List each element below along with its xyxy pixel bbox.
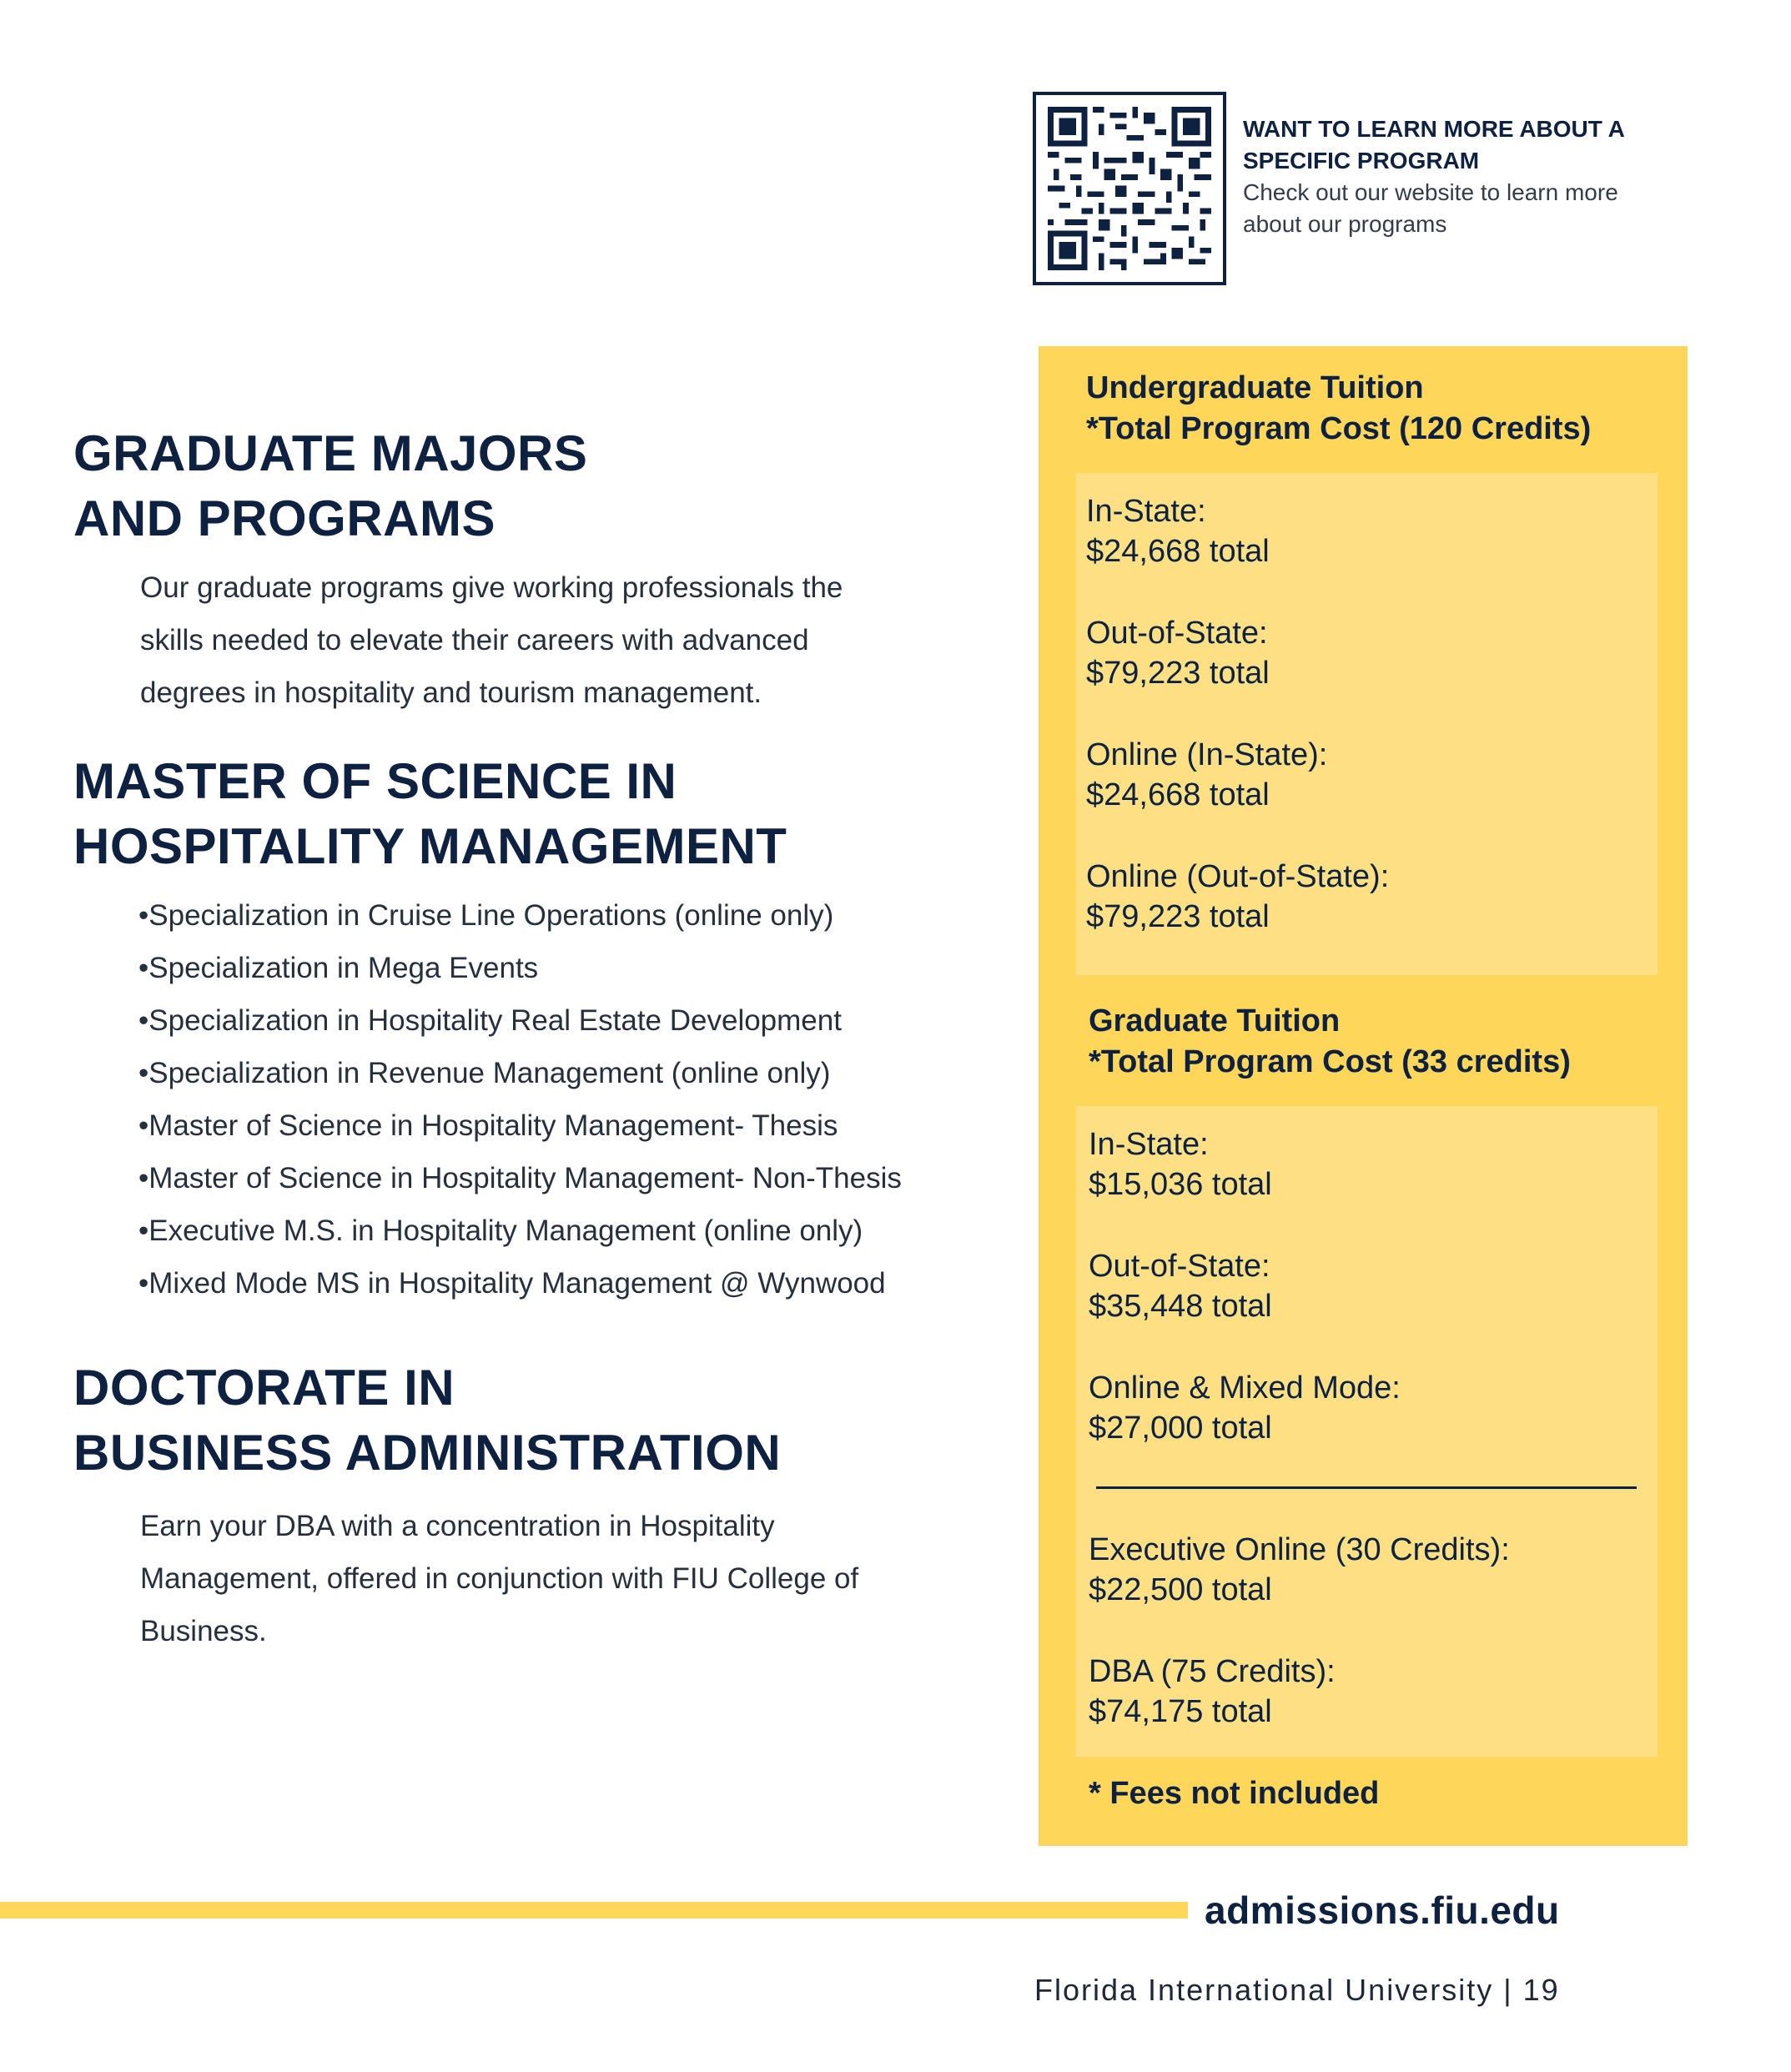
tuition-value: $79,223 total — [1086, 656, 1270, 691]
tuition-row — [1089, 1530, 1510, 1610]
qr-code[interactable] — [1033, 92, 1226, 285]
qr-heading-line2: SPECIFIC PROGRAM — [1243, 148, 1480, 174]
tuition-divider — [1096, 1486, 1637, 1489]
tuition-label: Out-of-State: — [1089, 1249, 1270, 1284]
undergrad-tuition-box — [1076, 473, 1658, 975]
tuition-label: Online & Mixed Mode: — [1089, 1370, 1401, 1406]
graduate-title-line2: AND PROGRAMS — [73, 490, 496, 546]
fees-note: * Fees not included — [1089, 1776, 1380, 1811]
graduate-section — [73, 421, 587, 551]
footer-url-link[interactable]: admissions.fiu.edu — [1205, 1888, 1560, 1932]
footer-accent-bar — [0, 1902, 1188, 1919]
msc-title-line1: MASTER OF SCIENCE IN — [73, 753, 677, 809]
tuition-row — [1086, 857, 1389, 937]
list-item: •Master of Science in Hospitality Management- Thesis — [138, 1109, 838, 1142]
list-item: •Executive M.S. in Hospitality Management (online only) — [138, 1215, 863, 1247]
grad-tuition-box — [1076, 1106, 1658, 1757]
tuition-value: $74,175 total — [1089, 1694, 1272, 1729]
tuition-row — [1089, 1368, 1401, 1448]
qr-callout — [1243, 113, 1710, 240]
list-item: •Specialization in Hospitality Real Estate Development — [138, 1004, 842, 1037]
qr-body-line1: Check out our website to learn more — [1243, 179, 1618, 205]
list-item: •Specialization in Revenue Management (online only) — [138, 1057, 831, 1089]
footer-page-number: Florida International University | 19 — [1034, 1973, 1560, 2007]
tuition-row — [1089, 1246, 1272, 1326]
dba-paragraph — [140, 1500, 858, 1657]
tuition-label: Out-of-State: — [1086, 616, 1268, 651]
qr-heading-line1: WANT TO LEARN MORE ABOUT A — [1243, 116, 1625, 142]
tuition-row — [1086, 613, 1270, 693]
undergrad-heading-line1: Undergraduate Tuition — [1086, 370, 1424, 405]
paragraph-line: Earn your DBA with a concentration in Hospitality — [140, 1510, 775, 1542]
tuition-value: $79,223 total — [1086, 899, 1270, 934]
tuition-row — [1086, 491, 1270, 571]
dba-title-line2: BUSINESS ADMINISTRATION — [73, 1425, 782, 1481]
qr-code-icon — [1048, 107, 1211, 270]
msc-program-list — [138, 889, 902, 1310]
dba-title-line1: DOCTORATE IN — [73, 1360, 455, 1416]
dba-section — [73, 1355, 781, 1486]
grad-tuition-heading — [1089, 1001, 1571, 1083]
tuition-row — [1089, 1124, 1272, 1204]
tuition-row — [1089, 1652, 1336, 1732]
undergrad-heading-line2: *Total Program Cost (120 Credits) — [1086, 411, 1592, 446]
paragraph-line: skills needed to elevate their careers with advanced — [140, 624, 809, 656]
paragraph-line: Management, offered in conjunction with FIU College of — [140, 1562, 859, 1595]
tuition-value: $15,036 total — [1089, 1167, 1272, 1202]
tuition-label: DBA (75 Credits): — [1089, 1654, 1336, 1689]
tuition-value: $27,000 total — [1089, 1411, 1272, 1446]
graduate-title-line1: GRADUATE MAJORS — [73, 425, 588, 481]
tuition-label: In-State: — [1089, 1127, 1209, 1162]
list-item: •Master of Science in Hospitality Management- Non-Thesis — [138, 1162, 902, 1194]
msc-section — [73, 749, 787, 879]
graduate-paragraph — [140, 561, 843, 719]
tuition-value: $24,668 total — [1086, 534, 1270, 569]
grad-heading-line2: *Total Program Cost (33 credits) — [1089, 1044, 1571, 1079]
paragraph-line: Business. — [140, 1615, 267, 1647]
tuition-label: Executive Online (30 Credits): — [1089, 1532, 1510, 1567]
undergrad-tuition-heading — [1086, 368, 1591, 450]
tuition-label: Online (In-State): — [1086, 737, 1328, 772]
tuition-label: In-State: — [1086, 494, 1206, 529]
list-item: •Mixed Mode MS in Hospitality Management @ Wynwood — [138, 1267, 886, 1300]
paragraph-line: degrees in hospitality and tourism management. — [140, 676, 762, 709]
qr-body-line2: about our programs — [1243, 211, 1447, 237]
list-item: •Specialization in Cruise Line Operations (online only) — [138, 899, 834, 932]
tuition-value: $24,668 total — [1086, 777, 1270, 812]
grad-heading-line1: Graduate Tuition — [1089, 1003, 1341, 1039]
list-item: •Specialization in Mega Events — [138, 952, 539, 984]
msc-title-line2: HOSPITALITY MANAGEMENT — [73, 818, 787, 874]
tuition-row — [1086, 735, 1327, 815]
paragraph-line: Our graduate programs give working professionals the — [140, 571, 843, 604]
tuition-label: Online (Out-of-State): — [1086, 859, 1390, 894]
tuition-value: $35,448 total — [1089, 1289, 1272, 1324]
tuition-value: $22,500 total — [1089, 1572, 1272, 1607]
